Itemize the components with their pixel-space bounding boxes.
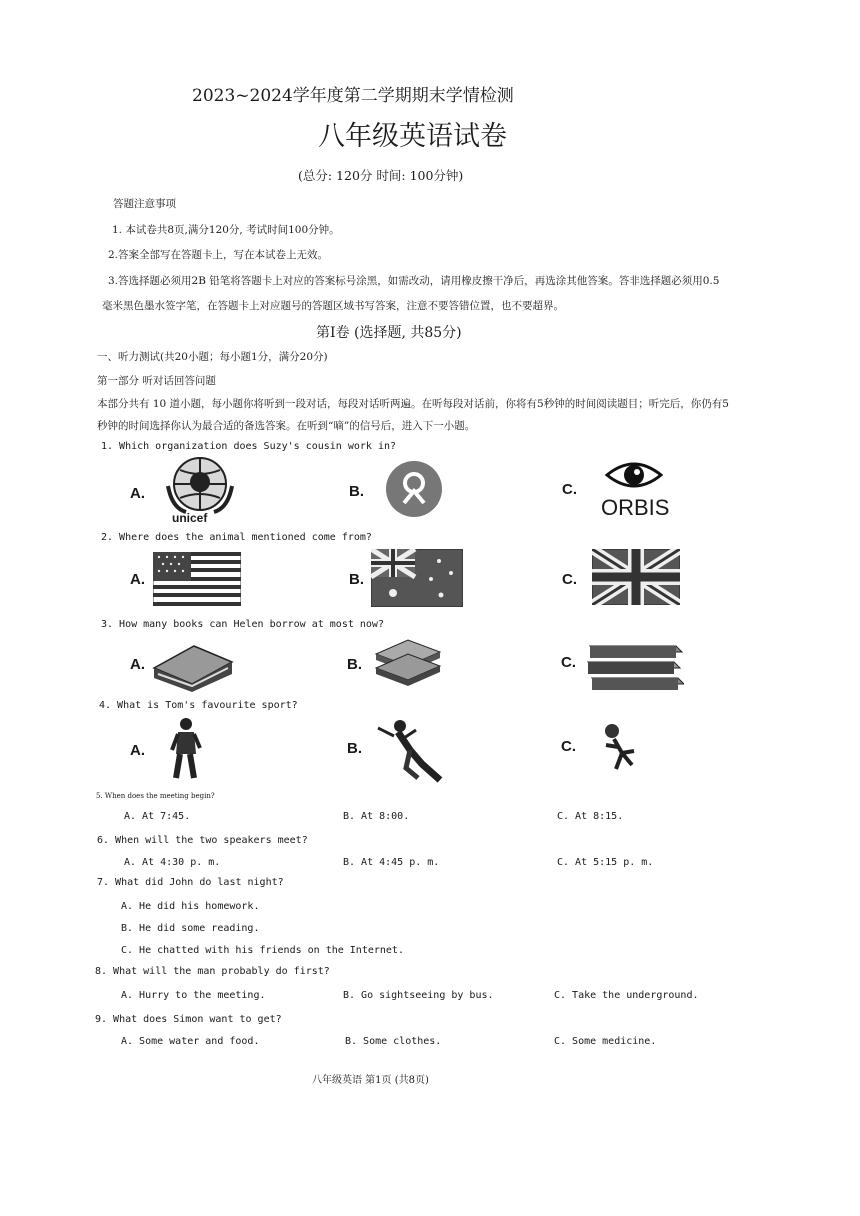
two-books-icon — [372, 638, 444, 686]
oxfam-logo-icon — [384, 459, 444, 519]
q4-option-b-letter: B. — [347, 740, 362, 757]
question-5: 5. When does the meeting begin? — [96, 792, 215, 800]
question-7: 7. What did John do last night? — [97, 877, 284, 888]
instructions-line-2: 秒钟的时间选择你认为最合适的备选答案。在听到“嘀”的信号后，进入下一小题。 — [97, 420, 476, 432]
q3-option-b-letter: B. — [347, 656, 362, 673]
question-4: 4. What is Tom's favourite sport? — [99, 700, 298, 711]
one-book-icon — [150, 638, 234, 692]
runner-icon — [596, 721, 638, 773]
page-footer: 八年级英语 第1页 (共8页) — [312, 1075, 429, 1086]
q3-option-a-letter: A. — [130, 656, 145, 673]
q1-option-a-letter: A. — [130, 485, 145, 502]
q7-option-a: A. He did his homework. — [121, 901, 260, 912]
unicef-caption: unicef — [172, 511, 208, 525]
question-9: 9. What does Simon want to get? — [95, 1014, 282, 1025]
note-1: 1. 本试卷共8页,满分120分, 考试时间100分钟。 — [112, 224, 340, 236]
q3-option-c-letter: C. — [561, 654, 576, 671]
instructions-line-1: 本部分共有 10 道小题，每小题你将听到一段对话，每段对话听两遍。在听每段对话前，你将有5秒钟的时间阅读题目；听完后，你仍有5 — [97, 398, 729, 410]
uk-flag-icon — [592, 549, 680, 605]
q9-option-a: A. Some water and food. — [121, 1036, 260, 1047]
question-6: 6. When will the two speakers meet? — [97, 835, 308, 846]
q5-option-b: B. At 8:00. — [343, 811, 410, 822]
question-8: 8. What will the man probably do first? — [95, 966, 330, 977]
us-flag-icon — [153, 552, 241, 606]
q5-option-a: A. At 7:45. — [124, 811, 191, 822]
q4-option-c-letter: C. — [561, 738, 576, 755]
q7-option-c: C. He chatted with his friends on the Internet. — [121, 945, 404, 956]
q2-option-a-letter: A. — [130, 571, 145, 588]
question-2: 2. Where does the animal mentioned come from? — [101, 532, 372, 543]
part-title: 一、听力测试(共20小题；每小题1分，满分20分) — [97, 351, 328, 363]
orbis-caption: ORBIS — [601, 495, 670, 520]
exam-title: 2023~2024学年度第二学期期末学情检测 — [192, 86, 514, 106]
paper-title: 八年级英语试卷 — [318, 121, 507, 152]
q2-option-c-letter: C. — [562, 571, 577, 588]
notes-heading: 答题注意事项 — [113, 198, 176, 210]
orbis-eye-icon — [605, 457, 663, 493]
q6-option-c: C. At 5:15 p. m. — [557, 857, 654, 868]
q7-option-b: B. He did some reading. — [121, 923, 260, 934]
q8-option-a: A. Hurry to the meeting. — [121, 990, 266, 1001]
q9-option-b: B. Some clothes. — [345, 1036, 442, 1047]
australia-flag-icon — [371, 549, 463, 607]
q6-option-a: A. At 4:30 p. m. — [124, 857, 221, 868]
paper-meta: (总分: 120分 时间: 100分钟) — [298, 168, 464, 183]
note-2: 2.答案全部写在答题卡上，写在本试卷上无效。 — [108, 249, 329, 261]
q1-option-b-letter: B. — [349, 483, 364, 500]
q1-option-c-letter: C. — [562, 481, 577, 498]
question-1: 1. Which organization does Suzy's cousin work in? — [101, 441, 397, 452]
note-3: 3.答选择题必须用2B 铅笔将答题卡上对应的答案标号涂黑，如需改动，请用橡皮擦干净后，再选涂其他答案。答非选择题必须用0.5 — [108, 275, 720, 287]
section-title: 第Ⅰ卷 (选择题, 共85分) — [316, 325, 462, 341]
three-books-icon — [586, 640, 684, 692]
q2-option-b-letter: B. — [349, 571, 364, 588]
walking-man-icon — [168, 716, 204, 782]
skier-icon — [370, 716, 446, 784]
q8-option-b: B. Go sightseeing by bus. — [343, 990, 494, 1001]
q9-option-c: C. Some medicine. — [554, 1036, 657, 1047]
q8-option-c: C. Take the underground. — [554, 990, 699, 1001]
subpart-title: 第一部分 听对话回答问题 — [97, 375, 216, 387]
q6-option-b: B. At 4:45 p. m. — [343, 857, 440, 868]
note-3-cont: 毫米黑色墨水签字笔，在答题卡上对应题号的答题区域书写答案，注意不要答错位置，也不要超界。 — [102, 300, 564, 312]
q4-option-a-letter: A. — [130, 742, 145, 759]
q5-option-c: C. At 8:15. — [557, 811, 624, 822]
question-3: 3. How many books can Helen borrow at most now? — [101, 619, 384, 630]
